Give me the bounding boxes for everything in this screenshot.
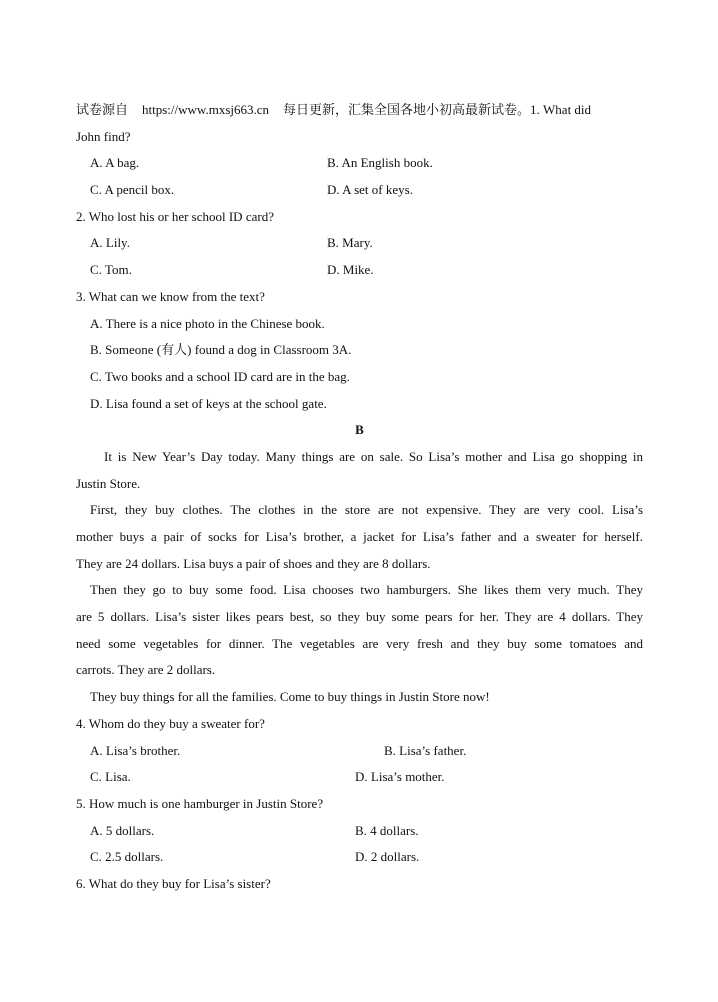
header-line [76,97,643,124]
q2-option-b: B. Mary. [327,235,373,251]
q1-stem-end: John find? [76,128,131,144]
q4-stem: 4. Whom do they buy a sweater for? [76,715,265,731]
q3-option-c: C. Two books and a school ID card are in the bag. [90,368,350,384]
q4-option-a: A. Lisa’s brother. [90,742,181,758]
passage-p1-line-1: It is New Year’s Day today. Many things are on sale. So Lisa’s mother and Lisa go shopping in [104,448,643,464]
q5-option-a: A. 5 dollars. [90,822,155,838]
q2-option-c: C. Tom. [90,262,132,278]
passage-p3-line-3: need some vegetables for dinner. The vegetables are very fresh and they buy some tomatoes and [76,635,643,651]
ad-source: 试卷源自 [76,102,129,117]
q4-option-b: B. Lisa’s father. [384,742,467,758]
q1-options-row-1 [76,150,643,177]
q5-options-row-1 [76,818,643,845]
section-b-title: B [355,422,364,438]
q1-option-a: A. A bag. [90,155,140,171]
passage-p2-line-1: First, they buy clothes. The clothes in the store are not expensive. They are very cool. Lisa’s [90,502,643,518]
passage-p2-line-2: mother buys a pair of socks for Lisa’s brother, a jacket for Lisa’s father and a sweater for herself. [76,529,643,544]
q4-options-row-1 [76,738,643,765]
passage-p1-line-2: Justin Store. [76,475,141,491]
q6-stem: 6. What do they buy for Lisa’s sister? [76,875,271,891]
q3-option-d: D. Lisa found a set of keys at the school gate. [90,395,327,411]
q5-option-d: D. 2 dollars. [355,849,420,865]
passage-p3-line-4: carrots. They are 2 dollars. [76,662,216,678]
q2-option-a: A. Lily. [90,235,130,251]
q2-stem: 2. Who lost his or her school ID card? [76,208,274,224]
ad-url[interactable]: https://www.mxsj663.cn [142,102,270,117]
q5-option-b: B. 4 dollars. [355,822,419,838]
q4-option-d: D. Lisa’s mother. [355,769,445,785]
q3-option-a: A. There is a nice photo in the Chinese book. [90,315,325,331]
q1-option-c: C. A pencil box. [90,182,175,198]
passage-p2-line-3: They are 24 dollars. Lisa buys a pair of shoes and they are 8 dollars. [76,555,431,571]
q5-option-c: C. 2.5 dollars. [90,849,164,865]
q4-options-row-2 [76,764,643,791]
q1-options-row-2 [76,177,643,204]
q5-options-row-2 [76,844,643,871]
passage-p3-line-1: Then they go to buy some food. Lisa chooses two hamburgers. She likes them very much. They [90,582,643,598]
passage-p3-line-2: are 5 dollars. Lisa’s sister likes pears best, so they buy some pears for her. They are 4 dollars. They [76,609,643,625]
q2-options-row-1 [76,230,643,257]
q1-stem-start: 1. What did [530,102,592,117]
q5-stem: 5. How much is one hamburger in Justin Store? [76,795,324,811]
page-content [76,97,643,898]
q2-option-d: D. Mike. [327,262,374,278]
q1-option-b: B. An English book. [327,155,433,171]
q2-options-row-2 [76,257,643,284]
ad-text: 每日更新，汇集全国各地小初高最新试卷。 [283,102,531,117]
q3-stem: 3. What can we know from the text? [76,288,265,304]
q4-option-c: C. Lisa. [90,769,131,785]
q3-option-b: B. Someone (有人) found a dog in Classroom 3A. [90,342,352,358]
passage-p4: They buy things for all the families. Come to buy things in Justin Store now! [90,689,490,705]
q1-option-d: D. A set of keys. [327,182,413,198]
